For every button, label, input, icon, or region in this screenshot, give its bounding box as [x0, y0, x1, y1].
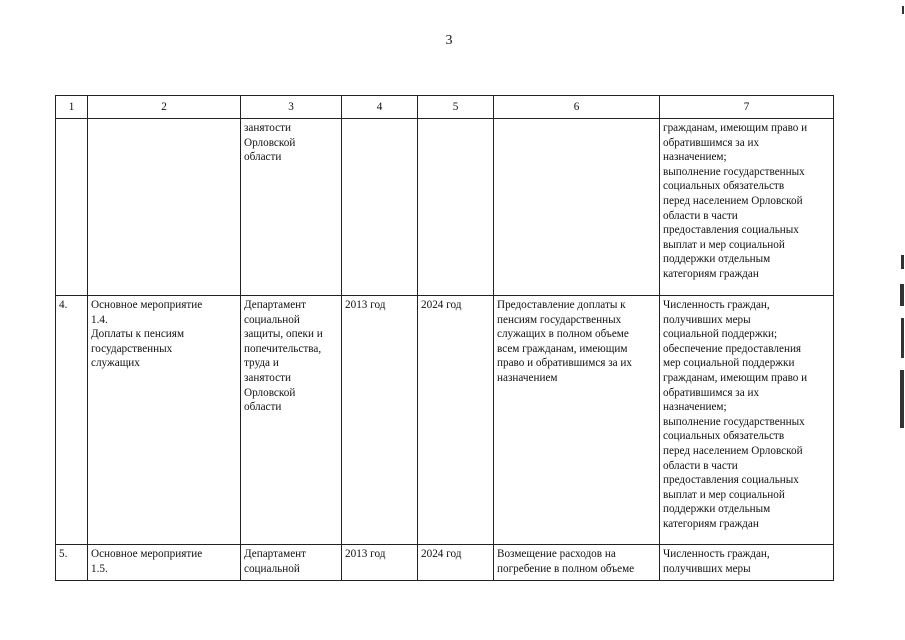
- column-header: 6: [494, 96, 660, 119]
- cell-start-year: 2013 год: [342, 296, 418, 545]
- column-header: 3: [241, 96, 342, 119]
- cell-start-year: [342, 119, 418, 296]
- cell-executor: Департамент социальной защиты, опеки и попечительства, труда и занятости Орловской области: [241, 296, 342, 545]
- column-header: 1: [56, 96, 88, 119]
- column-header: 7: [660, 96, 834, 119]
- table-row: [56, 119, 834, 296]
- table-row: [56, 296, 834, 545]
- cell-expected-result: Возмещение расходов на погребение в полном объеме: [494, 545, 660, 581]
- cell-measure-name: Основное мероприятие 1.4. Доплаты к пенсиям государственных служащих: [88, 296, 241, 545]
- cell-number: [56, 119, 88, 296]
- cell-indicator: Численность граждан, получивших меры: [660, 545, 834, 581]
- cell-measure-name: Основное мероприятие 1.5.: [88, 545, 241, 581]
- column-header: 2: [88, 96, 241, 119]
- cell-measure-name: [88, 119, 241, 296]
- scan-edge-marks: [899, 0, 905, 640]
- cell-expected-result: Предоставление доплаты к пенсиям государственных служащих в полном объеме всем гражданам, имеющим право и обратившимся за их назначением: [494, 296, 660, 545]
- cell-end-year: [418, 119, 494, 296]
- cell-end-year: 2024 год: [418, 296, 494, 545]
- column-header: 5: [418, 96, 494, 119]
- column-header: 4: [342, 96, 418, 119]
- cell-end-year: 2024 год: [418, 545, 494, 581]
- cell-expected-result: [494, 119, 660, 296]
- cell-indicator: гражданам, имеющим право и обратившимся за их назначением; выполнение государственных социальных обязательств перед населением Орловской области в части предоставления социальных выплат и мер социальной поддержки отдельным категориям граждан: [660, 119, 834, 296]
- cell-number: 5.: [56, 545, 88, 581]
- cell-number: 4.: [56, 296, 88, 545]
- program-measures-table: [55, 95, 834, 581]
- cell-start-year: 2013 год: [342, 545, 418, 581]
- cell-indicator: Численность граждан, получивших меры социальной поддержки; обеспечение предоставления мер социальной поддержки гражданам, имеющим право и обратившимся за их назначением; выполнение государственных социальных обязательств перед населением Орловской области в части предоставления социальных выплат и мер социальной поддержки отдельным категориям граждан: [660, 296, 834, 545]
- cell-executor: занятости Орловской области: [241, 119, 342, 296]
- table-row: [56, 545, 834, 581]
- page-number: 3: [445, 33, 453, 48]
- table-header-row: [56, 96, 834, 119]
- cell-executor: Департамент социальной: [241, 545, 342, 581]
